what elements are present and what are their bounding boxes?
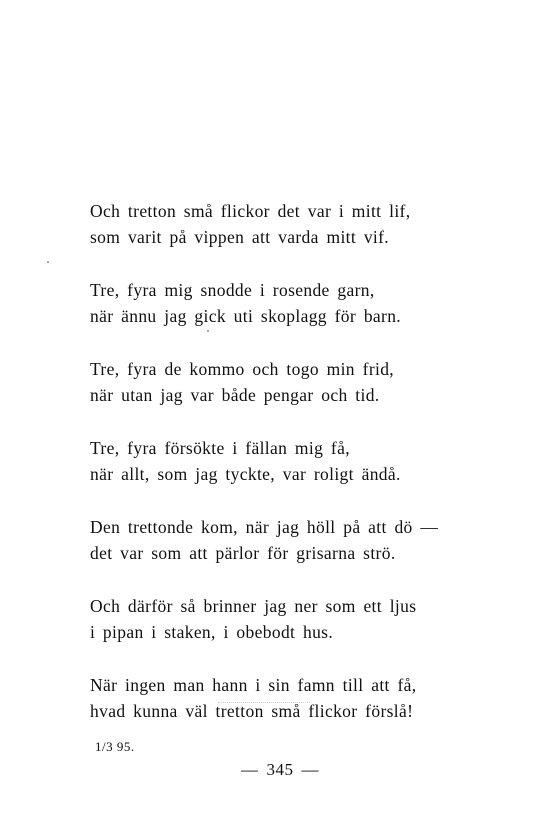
faint-rule <box>218 702 310 703</box>
stanza <box>90 514 460 566</box>
poem-line: när allt, som jag tyckte, var roligt ändå. <box>90 464 401 484</box>
stanza <box>90 672 460 724</box>
poem-line: när ännu jag gick uti skoplagg för barn. <box>90 306 402 326</box>
stanza <box>90 593 460 645</box>
poem-line: i pipan i staken, i obebodt hus. <box>90 622 334 642</box>
poem-line: Tre, fyra de kommo och togo min frid, <box>90 359 395 379</box>
poem-line: när utan jag var både pengar och tid. <box>90 385 380 405</box>
poem-line: Den trettonde kom, när jag höll på att dö — <box>90 517 439 537</box>
poem-line: Och tretton små flickor det var i mitt lif, <box>90 201 411 221</box>
poem-line: som varit på vippen att varda mitt vif. <box>90 227 390 247</box>
page-footer <box>0 760 560 780</box>
page-number: 345 <box>266 760 294 779</box>
stanza <box>90 198 460 250</box>
stanza <box>90 277 460 329</box>
poem-line: Tre, fyra mig snodde i rosende garn, <box>90 280 375 300</box>
print-speck <box>47 261 49 263</box>
poem-line: hvad kunna väl tretton små flickor förslå! <box>90 701 414 721</box>
stanza <box>90 435 460 487</box>
stanza <box>90 356 460 408</box>
poem-line: När ingen man hann i sin famn till att få, <box>90 675 417 695</box>
poem <box>90 198 460 755</box>
poem-date: 1/3 95. <box>95 739 135 754</box>
poem-line: Och därför så brinner jag ner som ett ljus <box>90 596 417 616</box>
poem-line: Tre, fyra försökte i fällan mig få, <box>90 438 350 458</box>
dash-left: — <box>241 760 259 779</box>
dash-right: — <box>301 760 319 779</box>
poem-line: det var som att pärlor för grisarna strö. <box>90 543 396 563</box>
